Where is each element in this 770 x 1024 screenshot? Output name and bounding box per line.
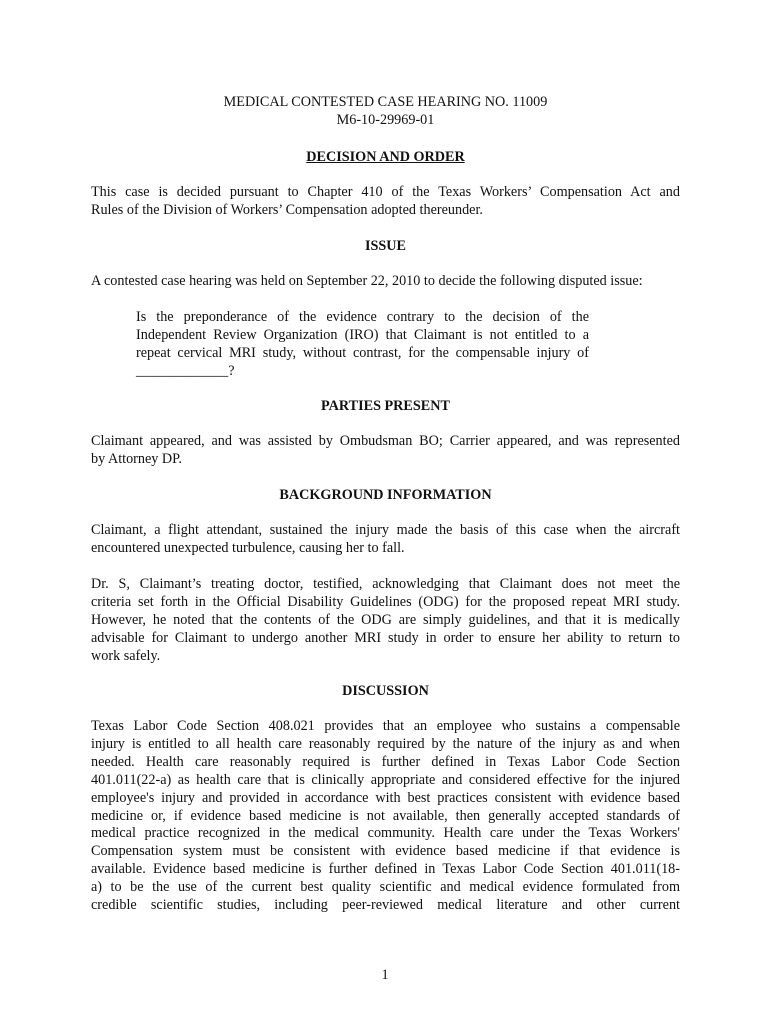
issue-heading: ISSUE: [364, 238, 406, 254]
discussion-line-9: available. Evidence based medicine is further defined in Texas Labor Code Section 401.011(18-: [91, 861, 680, 878]
discussion-line-8: Compensation system must be consistent with evidence based medicine if that evidence is: [91, 843, 680, 860]
discussion-line-3: needed. Health care reasonably required is further defined in Texas Labor Code Section: [91, 753, 680, 770]
intro-line-1: This case is decided pursuant to Chapter 410 of the Texas Workers’ Compensation Act and: [91, 184, 680, 200]
background-p2-line-1: Dr. S, Claimant’s treating doctor, testified, acknowledging that Claimant does not meet the: [91, 576, 680, 592]
discussion-line-7: medical practice recognized in the medical community. Health care under the Texas Workers': [91, 825, 680, 842]
discussion-line-5: employee's injury and provided in accordance with best practices consistent with evidence based: [91, 789, 680, 806]
background-paragraph-2: [91, 576, 680, 666]
discussion-line-4: 401.011(22-a) as health care that is clinically appropriate and considered effective for the injured: [91, 771, 680, 788]
case-number-line: M6-10-29969-01: [336, 111, 435, 128]
intro-paragraph: [91, 184, 680, 220]
background-p1-line-1: Claimant, a flight attendant, sustained the injury made the basis of this case when the aircraft: [91, 522, 680, 538]
issue-question-line-1: Is the preponderance of the evidence contrary to the decision of the: [136, 309, 589, 325]
discussion-line-6: medicine or, if evidence based medicine is not available, then generally accepted standards of: [91, 807, 680, 824]
discussion-line-2: injury is entitled to all health care reasonably required by the nature of the injury as and when: [91, 735, 680, 752]
background-p2-line-2: criteria set forth in the Official Disability Guidelines (ODG) for the proposed repeat MRI study.: [91, 593, 680, 610]
issue-question: [136, 309, 589, 381]
issue-question-line-4: _____________?: [136, 362, 235, 379]
background-p2-line-5: work safely.: [91, 647, 161, 664]
issue-question-line-2: Independent Review Organization (IRO) that Claimant is not entitled to a: [136, 326, 589, 343]
background-heading: BACKGROUND INFORMATION: [279, 487, 492, 503]
intro-line-2: Rules of the Division of Workers’ Compensation adopted thereunder.: [91, 201, 483, 218]
discussion-line-1: Texas Labor Code Section 408.021 provides that an employee who sustains a compensable: [91, 718, 680, 734]
issue-statement-text: A contested case hearing was held on September 22, 2010 to decide the following disputed issue:: [91, 273, 643, 289]
discussion-heading: DISCUSSION: [342, 683, 429, 699]
background-paragraph-1: [91, 522, 680, 558]
case-title: [91, 94, 680, 130]
decision-heading-text: DECISION AND ORDER: [306, 149, 465, 165]
discussion-paragraph: [91, 718, 680, 915]
issue-statement: [91, 273, 680, 291]
background-p2-line-3: However, he noted that the contents of the ODG are simply guidelines, and that it is medically: [91, 611, 680, 628]
discussion-line-11: credible scientific studies, including peer-reviewed medical literature and other current: [91, 897, 680, 914]
parties-line-2: by Attorney DP.: [91, 450, 183, 467]
discussion-line-10: a) to be the use of the current best quality scientific and medical evidence formulated from: [91, 879, 680, 896]
parties-line-1: Claimant appeared, and was assisted by Ombudsman BO; Carrier appeared, and was represented: [91, 433, 680, 449]
case-title-line-1: MEDICAL CONTESTED CASE HEARING NO. 11009: [223, 94, 548, 110]
decision-heading: [91, 149, 680, 167]
parties-paragraph: [91, 433, 680, 469]
parties-heading: PARTIES PRESENT: [321, 398, 450, 414]
issue-question-line-3: repeat cervical MRI study, without contrast, for the compensable injury of: [136, 344, 589, 361]
background-p2-line-4: advisable for Claimant to undergo another MRI study in order to ensure her ability to return to: [91, 629, 680, 646]
background-p1-line-2: encountered unexpected turbulence, causing her to fall.: [91, 539, 405, 556]
page-number: 1: [381, 967, 389, 983]
